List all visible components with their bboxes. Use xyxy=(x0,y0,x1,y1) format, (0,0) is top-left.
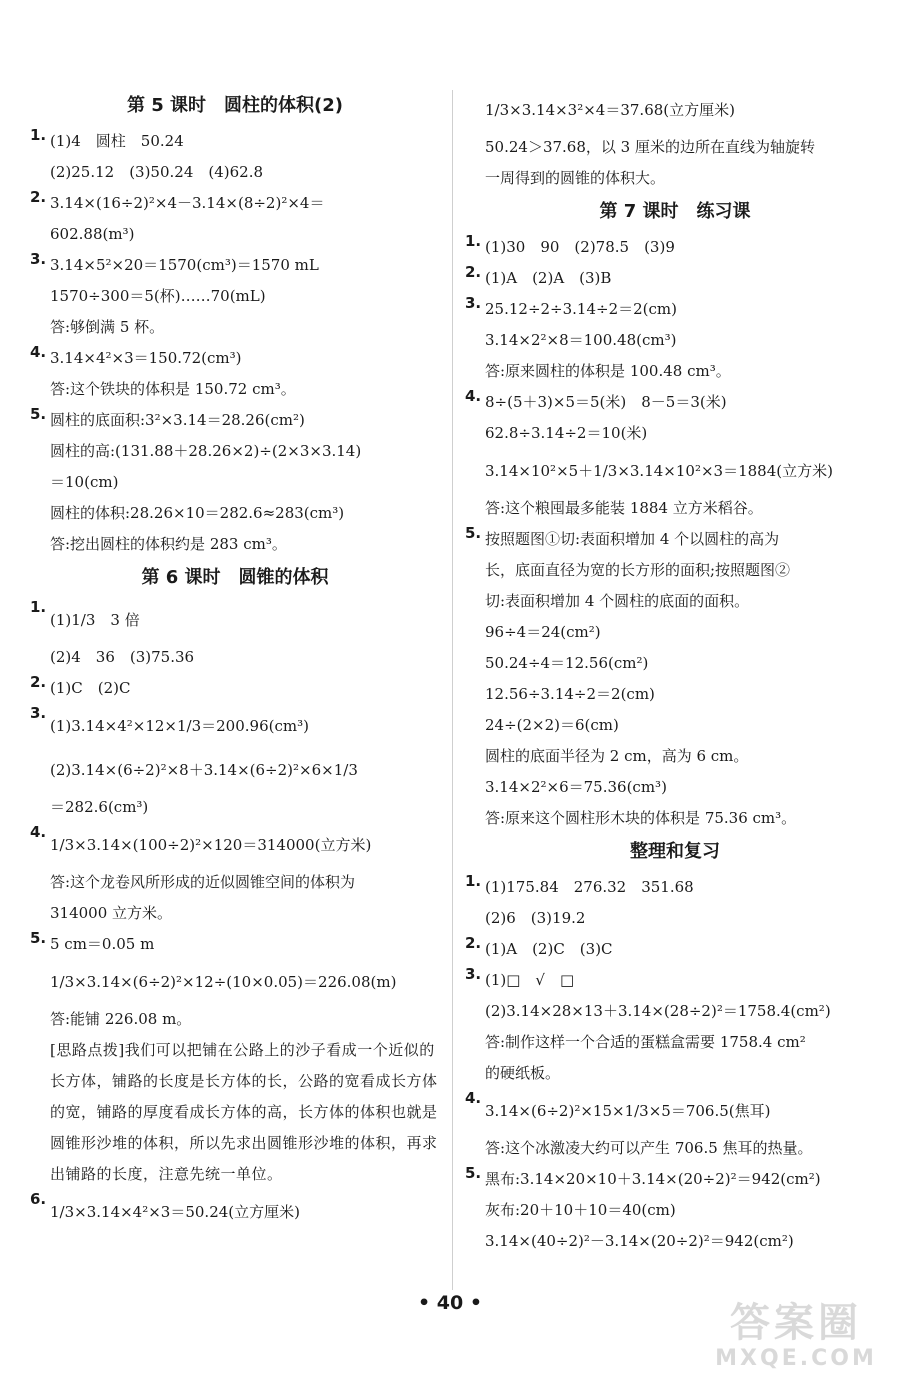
item-number: 5. xyxy=(30,929,47,947)
item-number: 3. xyxy=(465,294,482,312)
item-number: 2. xyxy=(30,188,47,206)
answer-line: 灰布:20＋10＋10＝40(cm) xyxy=(485,1201,676,1219)
answer-line: 3.14×(16÷2)²×4－3.14×(8÷2)²×4＝ xyxy=(50,194,325,212)
answer-line: (2)25.12 (3)50.24 (4)62.8 xyxy=(50,163,264,181)
answer-line: 圆柱的底面半径为 2 cm，高为 6 cm。 xyxy=(485,747,749,765)
answer-item xyxy=(30,598,440,673)
item-number: 2. xyxy=(465,263,482,281)
answer-item xyxy=(465,88,885,194)
answer-line: 黑布:3.14×20×10＋3.14×(20÷2)²＝942(cm²) xyxy=(485,1170,821,1188)
answer-line: (2)4 36 (3)75.36 xyxy=(50,648,195,666)
answer-item xyxy=(30,188,440,250)
item-number: 3. xyxy=(30,250,47,268)
item-number: 2. xyxy=(30,673,47,691)
answer-line: 圆柱的底面积:3²×3.14＝28.26(cm²) xyxy=(50,411,305,429)
answer-line: (1)30 90 (2)78.5 (3)9 xyxy=(485,238,675,256)
answer-item xyxy=(30,1190,440,1234)
answer-item xyxy=(465,965,885,1089)
watermark-url: MXQE.COM xyxy=(715,1346,877,1371)
answer-line: 1/3×3.14×4²×3＝50.24(立方厘米) xyxy=(50,1203,300,1221)
answer-item xyxy=(465,1164,885,1257)
answer-line: (2)3.14×28×13＋3.14×(28÷2)²＝1758.4(cm²) xyxy=(485,1002,831,1020)
answer-line: 切:表面积增加 4 个圆柱的底面的面积。 xyxy=(485,592,750,610)
answer-line: 一周得到的圆锥的体积大。 xyxy=(485,169,666,187)
answer-line: 96÷4＝24(cm²) xyxy=(485,623,601,641)
answer-item xyxy=(465,872,885,934)
right-column xyxy=(465,88,885,1257)
section-heading: 第 5 课时 圆柱的体积(2) xyxy=(126,95,344,116)
answer-item xyxy=(465,232,885,263)
item-number: 6. xyxy=(30,1190,47,1208)
answer-item xyxy=(465,1089,885,1164)
answer-line: 3.14×10²×5＋1/3×3.14×10²×3＝1884(立方米) xyxy=(485,462,833,480)
answer-line: (2)3.14×(6÷2)²×8＋3.14×(6÷2)²×6×1/3 xyxy=(50,761,358,779)
answer-line: 50.24＞37.68，以 3 厘米的边所在直线为轴旋转 xyxy=(485,138,815,156)
answer-item xyxy=(30,673,440,704)
answer-line: 50.24÷4＝12.56(cm²) xyxy=(485,654,649,672)
item-number: 4. xyxy=(465,1089,482,1107)
answer-line: 答:这个铁块的体积是 150.72 cm³。 xyxy=(50,380,296,398)
answer-item xyxy=(30,126,440,188)
answer-line: (1)A (2)C (3)C xyxy=(485,940,613,958)
answer-item xyxy=(30,250,440,343)
answer-line: 答:这个龙卷风所形成的近似圆锥空间的体积为 xyxy=(50,873,356,891)
answer-line: 8÷(5＋3)×5＝5(米) 8－5＝3(米) xyxy=(485,393,727,411)
answer-line: 答:够倒满 5 杯。 xyxy=(50,318,165,336)
item-number: 1. xyxy=(465,872,482,890)
answer-line: 602.88(m³) xyxy=(50,225,135,243)
answer-line: 3.14×(6÷2)²×15×1/3×5＝706.5(焦耳) xyxy=(485,1102,771,1120)
answer-line: 1570÷300＝5(杯)……70(mL) xyxy=(50,287,266,305)
answer-line: 按照题图①切:表面积增加 4 个以圆柱的高为 xyxy=(485,530,780,548)
answer-item xyxy=(30,823,440,929)
watermark-logo xyxy=(706,1300,886,1380)
watermark-text: 答案圈 xyxy=(730,1300,862,1346)
answer-item xyxy=(465,263,885,294)
answer-line: 5 cm＝0.05 m xyxy=(50,935,155,953)
answer-item xyxy=(465,294,885,387)
answer-line: 长，底面直径为宽的长方形的面积;按照题图② xyxy=(485,561,791,579)
answer-line: 1/3×3.14×3²×4＝37.68(立方厘米) xyxy=(485,101,735,119)
answer-line: (1)1/3 3 倍 xyxy=(50,611,140,629)
answer-line: 3.14×2²×6＝75.36(cm³) xyxy=(485,778,667,796)
answer-line: 答:这个冰激凌大约可以产生 706.5 焦耳的热量。 xyxy=(485,1139,813,1157)
answer-line: (1)C (2)C xyxy=(50,679,131,697)
answer-line: ＝282.6(cm³) xyxy=(50,798,149,816)
answer-item xyxy=(465,387,885,524)
item-number xyxy=(465,88,485,194)
hint-paragraph: [思路点拨]我们可以把铺在公路上的沙子看成一个近似的长方体，铺路的长度是长方体的长，公路的宽看成长方体的宽，铺路的厚度看成长方体的高，长方体的体积也就是圆锥形沙堆的体积，所以先求出圆锥形沙堆的体积，再求出铺路的长度，注意先统一单位。 xyxy=(50,1041,438,1183)
answer-line: 答:这个粮囤最多能装 1884 立方米稻谷。 xyxy=(485,499,763,517)
item-number: 2. xyxy=(465,934,482,952)
answer-line: 3.14×5²×20＝1570(cm³)＝1570 mL xyxy=(50,256,319,274)
answer-line: 3.14×2²×8＝100.48(cm³) xyxy=(485,331,677,349)
section-heading: 第 6 课时 圆锥的体积 xyxy=(141,567,329,588)
answer-line: (1)□ √ □ xyxy=(485,971,575,989)
answer-line: 圆柱的高:(131.88＋28.26×2)÷(2×3×3.14) xyxy=(50,442,362,460)
answer-line: 314000 立方米。 xyxy=(50,904,173,922)
answer-line: 25.12÷2÷3.14÷2＝2(cm) xyxy=(485,300,678,318)
answer-line: 1/3×3.14×(6÷2)²×12÷(10×0.05)＝226.08(m) xyxy=(50,973,397,991)
section-heading: 整理和复习 xyxy=(630,841,720,862)
answer-line: 24÷(2×2)＝6(cm) xyxy=(485,716,619,734)
answer-item xyxy=(30,929,440,1035)
answer-item xyxy=(30,405,440,560)
answer-item xyxy=(465,524,885,834)
section-heading: 第 7 课时 练习课 xyxy=(599,201,751,222)
answer-line: 圆柱的体积:28.26×10＝282.6≈283(cm³) xyxy=(50,504,345,522)
answer-line: 3.14×(40÷2)²－3.14×(20÷2)²＝942(cm²) xyxy=(485,1232,794,1250)
answer-line: 答:原来圆柱的体积是 100.48 cm³。 xyxy=(485,362,731,380)
item-number: 4. xyxy=(465,387,482,405)
item-number: 5. xyxy=(465,524,482,542)
answer-item xyxy=(465,934,885,965)
left-column xyxy=(30,88,440,1234)
answer-line: (1)3.14×4²×12×1/3＝200.96(cm³) xyxy=(50,717,309,735)
answer-line: ＝10(cm) xyxy=(50,473,119,491)
answer-line: (2)6 (3)19.2 xyxy=(485,909,586,927)
item-number: 3. xyxy=(30,704,47,722)
answer-line: 1/3×3.14×(100÷2)²×120＝314000(立方米) xyxy=(50,836,372,854)
answer-line: 12.56÷3.14÷2＝2(cm) xyxy=(485,685,655,703)
answer-line: 答:能铺 226.08 m。 xyxy=(50,1010,192,1028)
column-divider xyxy=(452,90,453,1290)
item-number: 1. xyxy=(30,598,47,616)
item-number: 3. xyxy=(465,965,482,983)
answer-item xyxy=(30,343,440,405)
answer-line: 的硬纸板。 xyxy=(485,1064,561,1082)
item-number: 4. xyxy=(30,343,47,361)
item-number: 4. xyxy=(30,823,47,841)
answer-line: 3.14×4²×3＝150.72(cm³) xyxy=(50,349,242,367)
answer-line: 答:原来这个圆柱形木块的体积是 75.36 cm³。 xyxy=(485,809,797,827)
answer-line: 答:制作这样一个合适的蛋糕盒需要 1758.4 cm² xyxy=(485,1033,806,1051)
answer-line: 62.8÷3.14÷2＝10(米) xyxy=(485,424,648,442)
item-number: 5. xyxy=(30,405,47,423)
answer-line: (1)A (2)A (3)B xyxy=(485,269,612,287)
answer-line: (1)175.84 276.32 351.68 xyxy=(485,878,694,896)
answer-line: (1)4 圆柱 50.24 xyxy=(50,132,184,150)
answer-line: 答:挖出圆柱的体积约是 283 cm³。 xyxy=(50,535,287,553)
answer-item xyxy=(30,704,440,823)
page-number: • 40 • xyxy=(418,1292,482,1314)
item-number: 5. xyxy=(465,1164,482,1182)
item-number: 1. xyxy=(30,126,47,144)
item-number: 1. xyxy=(465,232,482,250)
